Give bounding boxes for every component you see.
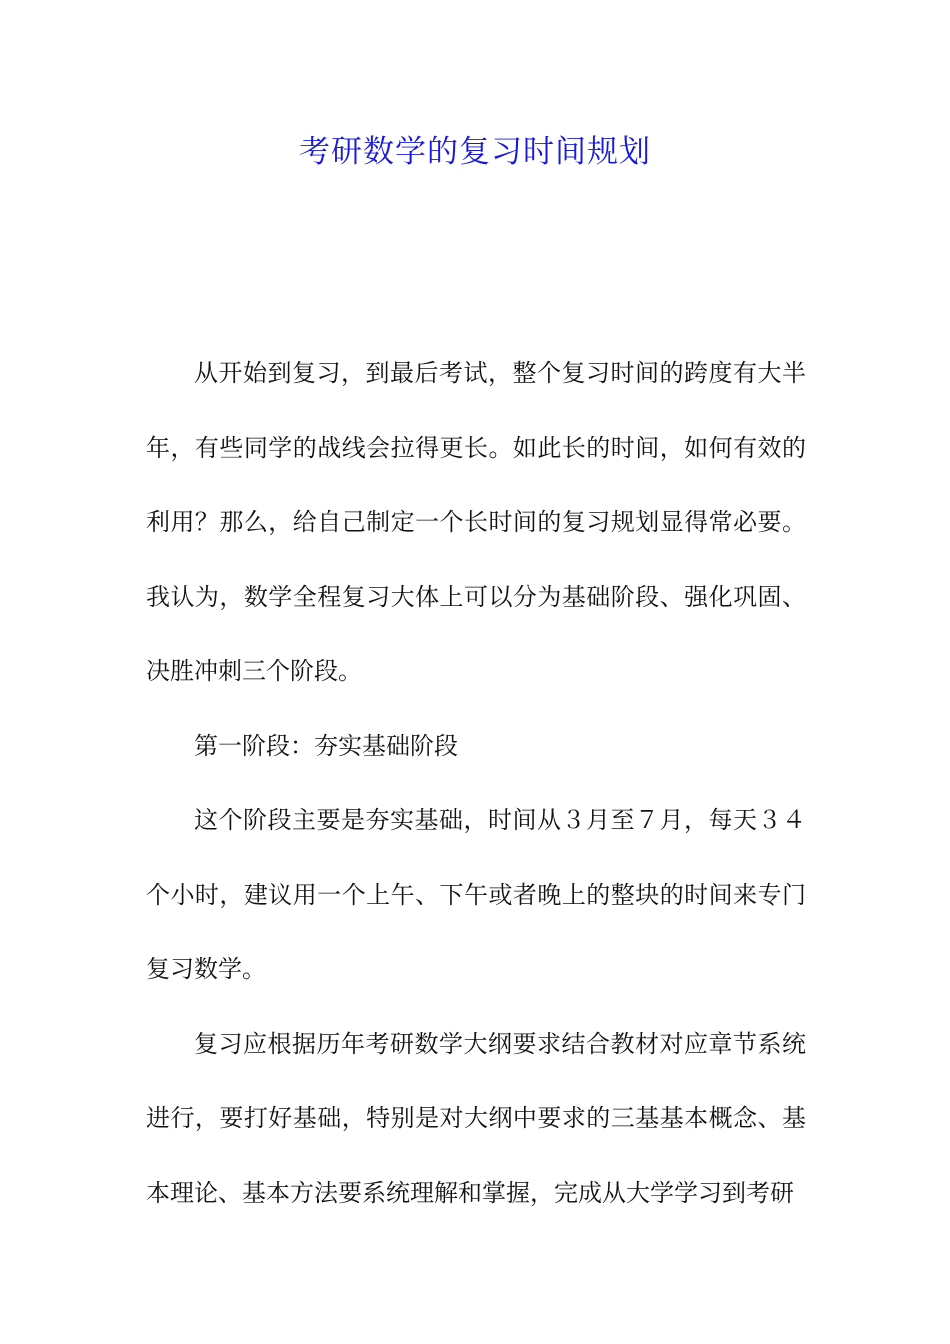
paragraph-stage-one-schedule: 这个阶段主要是夯实基础，时间从３月至７月，每天３４个小时，建议用一个上午、下午或者晚上的整块的时间来专门复习数学。 xyxy=(146,806,806,983)
document-body xyxy=(146,336,806,1230)
paragraph-stage-one-method: 复习应根据历年考研数学大纲要求结合教材对应章节系统进行，要打好基础，特别是对大纲中要求的三基基本概念、基本理论、基本方法要系统理解和掌握，完成从大学学习到考研 xyxy=(146,1029,806,1207)
paragraph-stage-one-heading: 第一阶段：夯实基础阶段 xyxy=(194,731,458,760)
paragraph-intro: 从开始到复习，到最后考试，整个复习时间的跨度有大半年，有些同学的战线会拉得更长。如此长的时间，如何有效的利用？那么，给自己制定一个长时间的复习规划显得常必要。我认为，数学全程复习大体上可以分为基础阶段、强化巩固、决胜冲刺三个阶段。 xyxy=(146,359,806,685)
document-title: 考研数学的复习时间规划 xyxy=(299,134,651,170)
